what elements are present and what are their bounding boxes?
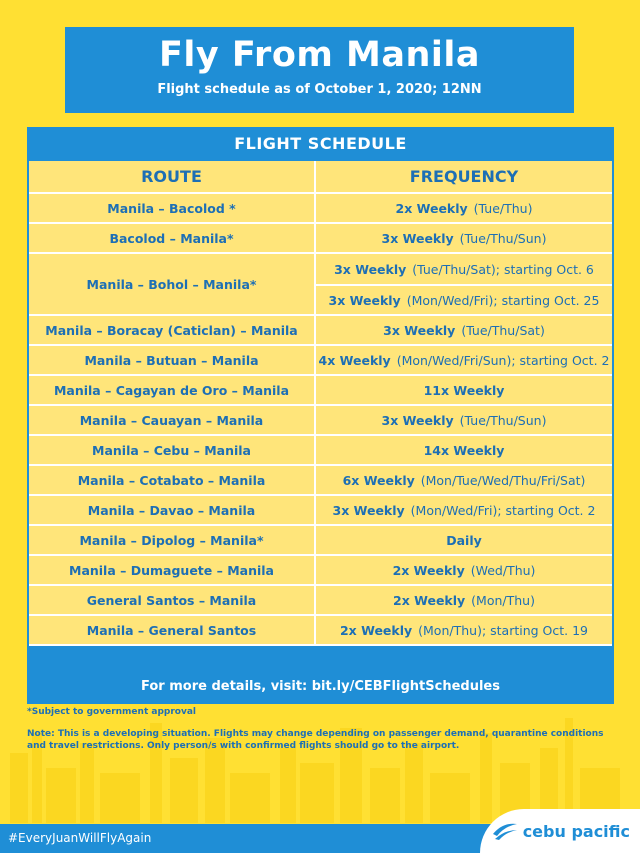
table-title: FLIGHT SCHEDULE [234, 134, 407, 153]
route-cell: Manila – Bohol – Manila* [29, 254, 316, 316]
frequency-entry [316, 193, 612, 223]
frequency-days: (Tue/Thu/Sun) [459, 412, 547, 428]
flight-schedule-table [27, 127, 614, 704]
route-cell: Manila – General Santos [29, 616, 316, 646]
page-title: Fly From Manila [158, 35, 480, 75]
frequency-count: 11x Weekly [423, 382, 505, 398]
frequency-entry [316, 254, 612, 284]
route-cell: Manila – Butuan – Manila [29, 346, 316, 376]
frequency-days: (Mon/Thu) [471, 592, 535, 608]
route-cell: Manila – Cotabato – Manila [29, 466, 316, 496]
route-cell: Manila – Cagayan de Oro – Manila [29, 376, 316, 406]
route-cell: Manila – Boracay (Caticlan) – Manila [29, 316, 316, 346]
frequency-days: (Mon/Wed/Fri/Sun); starting Oct. 2 [396, 352, 610, 368]
frequency-cell [316, 406, 612, 436]
frequency-count: 14x Weekly [423, 442, 505, 458]
frequency-count: 4x Weekly [318, 352, 391, 368]
frequency-entry [316, 223, 612, 253]
hashtag-text: #EveryJuanWillFlyAgain [8, 831, 152, 845]
frequency-days: (Tue/Thu/Sat) [461, 322, 545, 338]
frequency-entry [316, 525, 612, 555]
details-link-bar[interactable] [29, 672, 612, 702]
frequency-entry [316, 345, 612, 375]
frequency-entry [316, 555, 612, 585]
frequency-count: 2x Weekly [395, 200, 468, 216]
schedule-grid [29, 161, 612, 646]
frequency-days: (Wed/Thu) [470, 562, 536, 578]
frequency-cell [316, 194, 612, 224]
frequency-days: (Tue/Thu) [473, 200, 533, 216]
frequency-days: (Mon/Thu); starting Oct. 19 [418, 622, 589, 638]
column-header-route: ROUTE [29, 161, 316, 194]
frequency-days: (Tue/Thu/Sun) [459, 230, 547, 246]
frequency-count: 3x Weekly [328, 292, 401, 308]
route-cell: Manila – Dipolog – Manila* [29, 526, 316, 556]
frequency-cell [316, 254, 612, 316]
frequency-entry [316, 465, 612, 495]
frequency-count: 3x Weekly [334, 261, 407, 277]
frequency-entry [316, 405, 612, 435]
frequency-cell [316, 616, 612, 646]
route-cell: Manila – Cauayan – Manila [29, 406, 316, 436]
route-cell: General Santos – Manila [29, 586, 316, 616]
frequency-count: Daily [446, 532, 482, 548]
swoosh-logo-icon [491, 820, 519, 842]
route-cell: Manila – Cebu – Manila [29, 436, 316, 466]
frequency-cell [316, 466, 612, 496]
frequency-entry [316, 585, 612, 615]
brand-logo [480, 809, 640, 853]
frequency-entry [316, 435, 612, 465]
header-banner [65, 27, 574, 113]
details-link-text[interactable]: For more details, visit: bit.ly/CEBFlightSchedules [141, 679, 500, 694]
frequency-cell [316, 224, 612, 254]
route-cell: Manila – Dumaguete – Manila [29, 556, 316, 586]
frequency-cell [316, 526, 612, 556]
frequency-days: (Mon/Wed/Fri); starting Oct. 2 [410, 502, 596, 518]
frequency-cell [316, 436, 612, 466]
frequency-count: 2x Weekly [392, 562, 465, 578]
frequency-count: 2x Weekly [339, 622, 413, 638]
frequency-cell [316, 496, 612, 526]
frequency-count: 2x Weekly [393, 592, 466, 608]
route-cell: Manila – Bacolod * [29, 194, 316, 224]
disclaimer-note: Note: This is a developing situation. Flights may change depending on passenger demand, quarantine conditions and travel restrictions. Only person/s with confirmed flights should go to the airport. [27, 729, 604, 751]
frequency-cell [316, 586, 612, 616]
frequency-count: 3x Weekly [332, 502, 405, 518]
frequency-count: 6x Weekly [342, 472, 415, 488]
frequency-cell [316, 556, 612, 586]
frequency-days: (Mon/Wed/Fri); starting Oct. 25 [406, 292, 600, 308]
frequency-entry [316, 495, 612, 525]
frequency-days: (Mon/Tue/Wed/Thu/Fri/Sat) [420, 472, 586, 488]
frequency-entry [316, 375, 612, 405]
column-header-frequency: FREQUENCY [316, 161, 612, 194]
frequency-count: 3x Weekly [383, 322, 456, 338]
frequency-cell [316, 346, 612, 376]
subject-note: *Subject to government approval [27, 707, 196, 717]
frequency-cell [316, 376, 612, 406]
route-cell: Bacolod – Manila* [29, 224, 316, 254]
frequency-cell [316, 316, 612, 346]
page-subtitle: Flight schedule as of October 1, 2020; 12NN [157, 82, 482, 97]
frequency-days: (Tue/Thu/Sat); starting Oct. 6 [412, 261, 594, 277]
frequency-count: 3x Weekly [381, 230, 454, 246]
frequency-entry [316, 315, 612, 345]
frequency-entry [316, 615, 612, 645]
route-cell: Manila – Davao – Manila [29, 496, 316, 526]
brand-logo-text: cebu pacific [522, 821, 630, 841]
frequency-entry [316, 284, 612, 314]
frequency-count: 3x Weekly [381, 412, 454, 428]
